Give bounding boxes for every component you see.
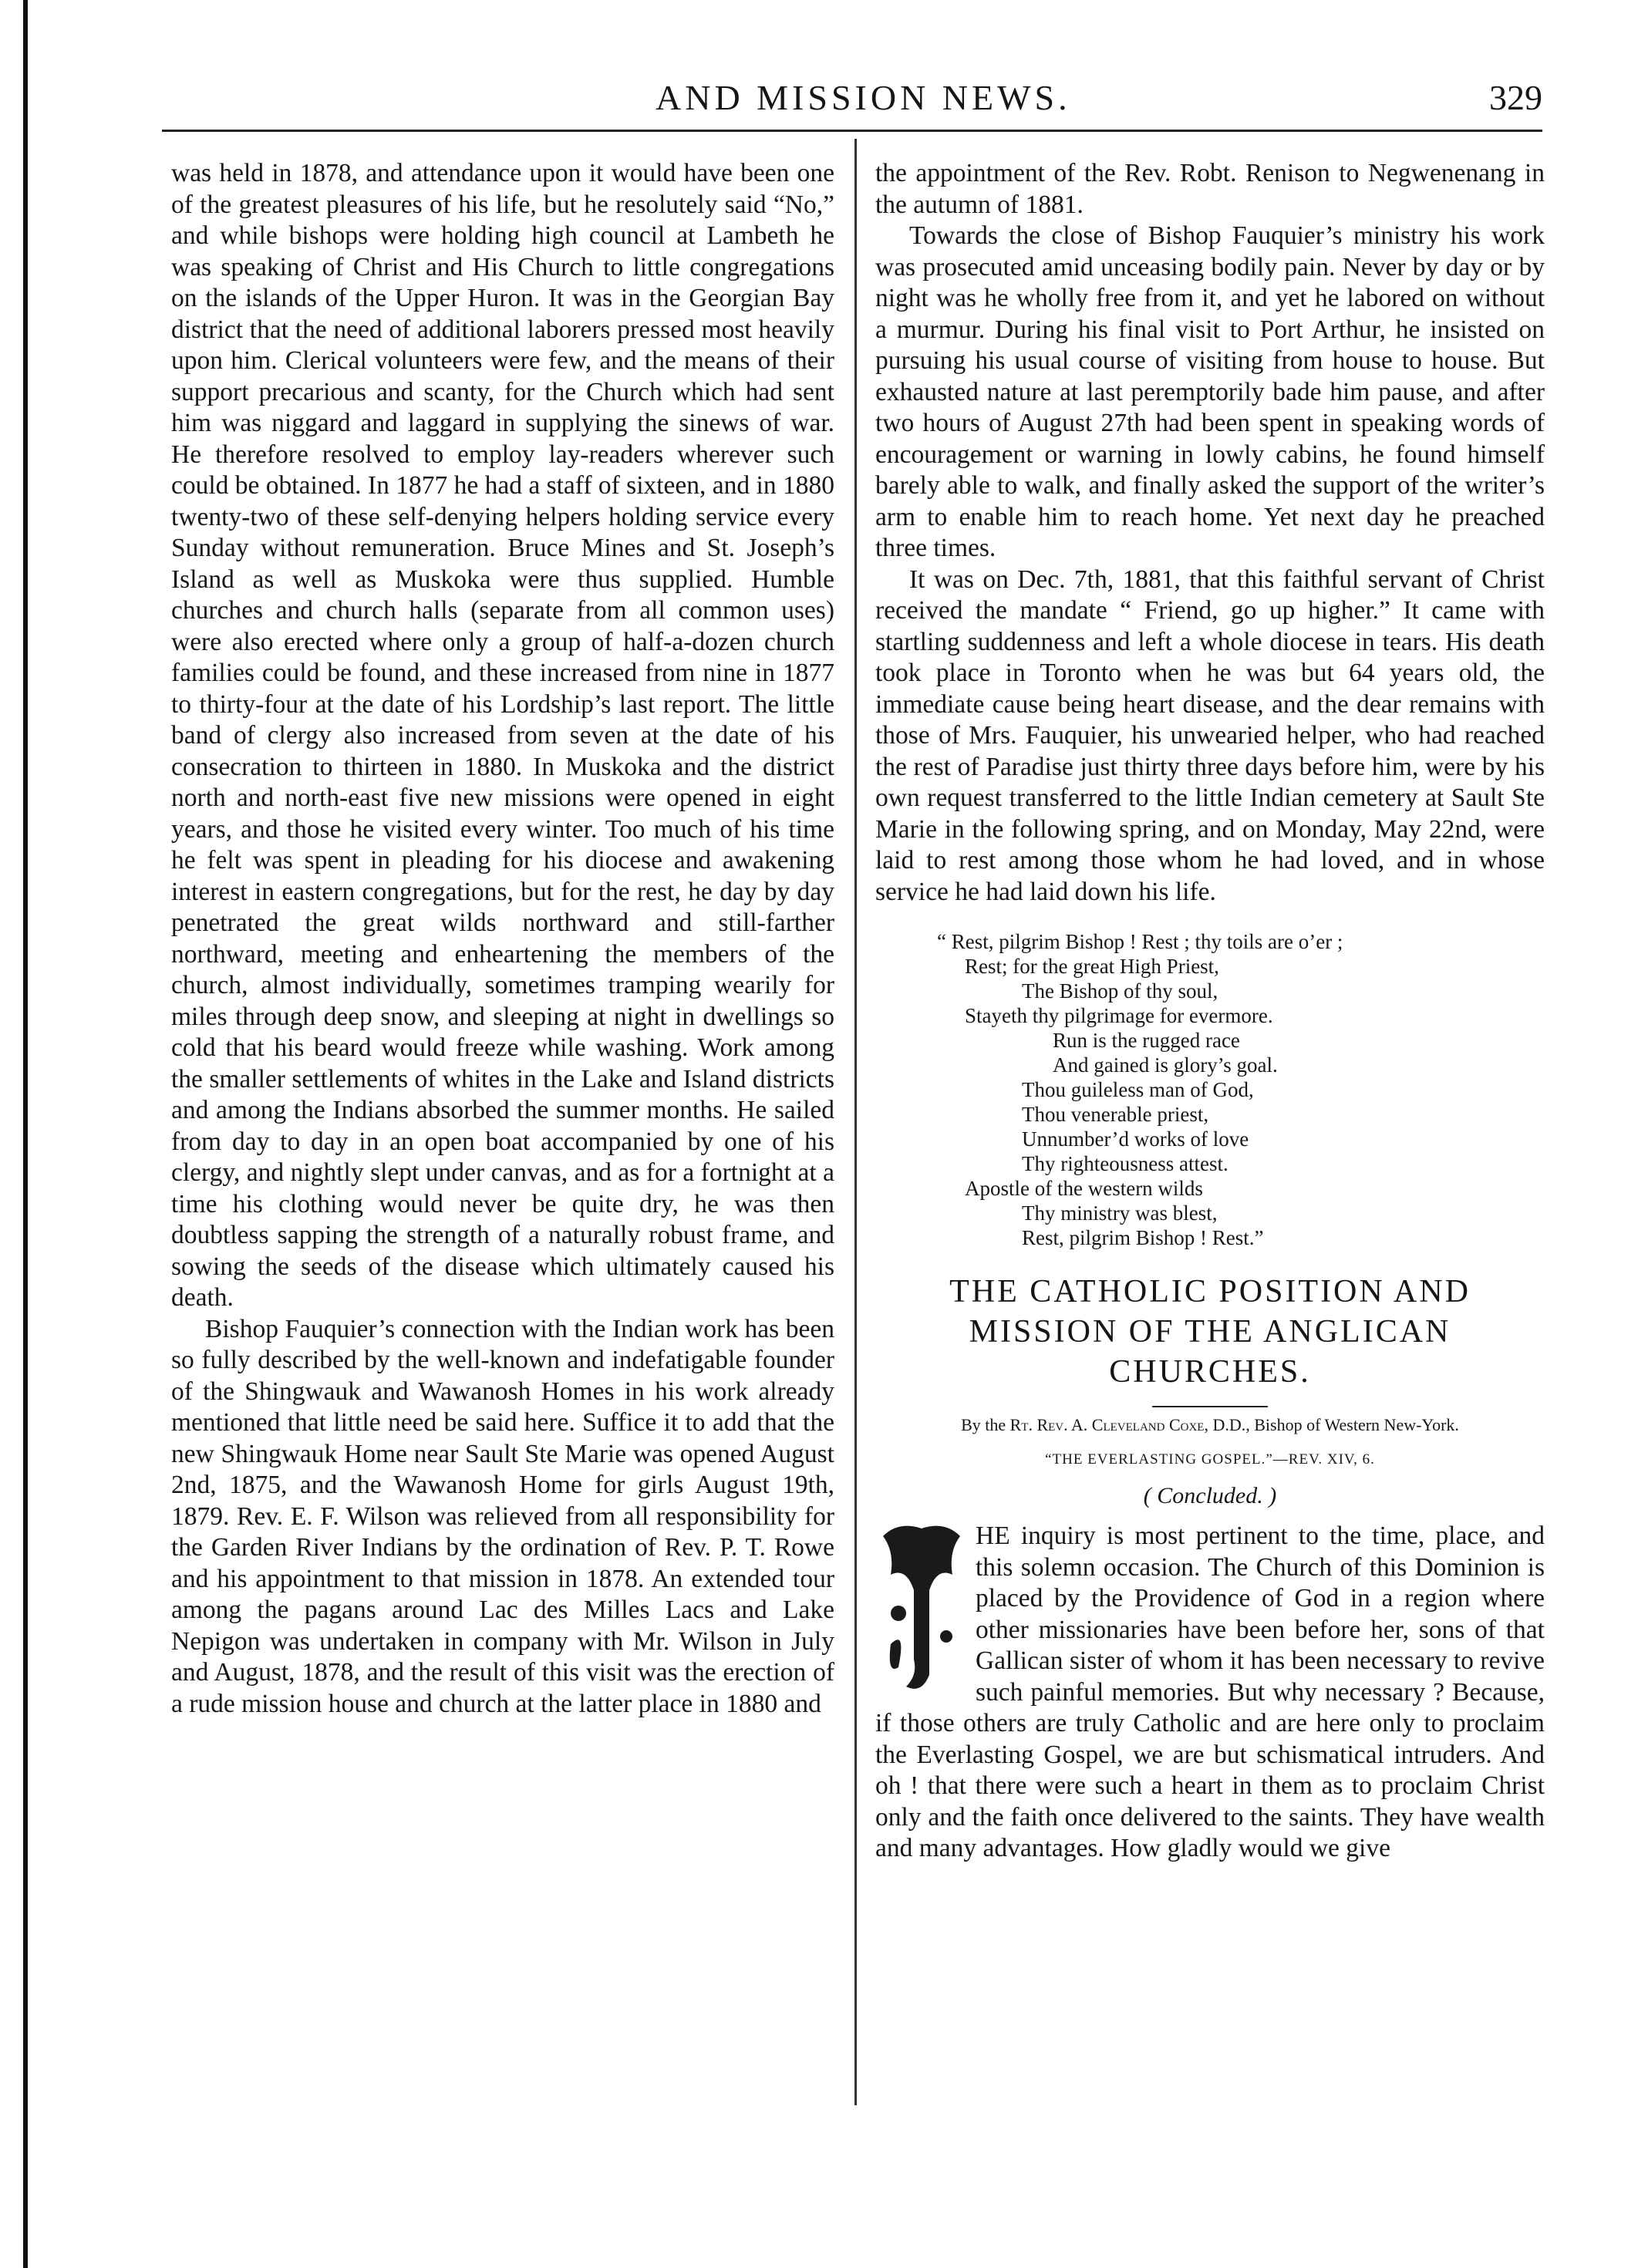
poem-line: Thy righteousness attest. bbox=[1022, 1152, 1228, 1175]
running-head bbox=[162, 77, 1542, 123]
byline-prefix: By the bbox=[961, 1415, 1006, 1434]
title-rule bbox=[1152, 1406, 1268, 1407]
right-paragraph-3: It was on Dec. 7th, 1881, that this faithful servant of Christ received the mandate “ Friend, go up higher.” It came with startling suddenness and left a whole diocese in tears. His death took place in Toronto when he was but 64 years old, the immediate cause being heart disease, and the dear remains with those of Mrs. Fauquier, his unwearied helper, who had reached the rest of Paradise just thirty three days before him, were by his own request transferred to the little Indian cemetery at Sault Ste Marie in the following spring, and on Monday, May 22nd, were laid to rest among those whom he had loved, and in whose service he had laid down his life. bbox=[875, 564, 1545, 906]
poem-line: Stayeth thy pilgrimage for evermore. bbox=[965, 1004, 1273, 1027]
poem-line: Thou guileless man of God, bbox=[1022, 1078, 1254, 1101]
poem-line: Rest; for the great High Priest, bbox=[965, 955, 1219, 978]
running-title: AND MISSION NEWS. bbox=[656, 78, 1071, 117]
header-rule bbox=[162, 130, 1542, 132]
left-paragraph-1: was held in 1878, and attendance upon it would have been one of the greatest pleasures of his life, but he resolutely said “No,” and while bishops were holding high council at Lambeth he was speaking of Christ and His Church to little congregations on the islands of the Upper Huron. It was in the Georgian Bay district that the need of additional laborers pressed most heavily upon him. Clerical volunteers were few, and the means of their support precarious and scanty, for the Church which had sent him was niggard and laggard in supplying the sinews of war. He therefore resolved to employ lay-readers wherever such could be obtained. In 1877 he had a staff of sixteen, and in 1880 twenty-two of these self-denying helpers holding service every Sunday without remuneration. Bruce Mines and St. Joseph’s Island as well as Muskoka were thus supplied. Humble churches and church halls (separate from all common uses) were also erected where only a group of half-a-dozen church families could be found, and these increased from nine in 1877 to thirty-four at the date of his Lordship’s last report. The little band of clergy also increased from seven at the date of his consecration to thirteen in 1880. In Muskoka and the district north and north-east five new missions were opened in eight years, and those he visited every winter. Too much of his time he felt was spent in pleading for his diocese and awakening interest in eastern congregations, but for the rest, he day by day penetrated the great wilds northward and still-farther northward, meeting and enheartening the members of the church, almost individually, sometimes tramping wearily for miles through deep snow, and sleeping at night in dwellings so cold that his beard would freeze while washing. Work among the smaller settlements of whites in the Lake and Island districts and among the Indians absorbed the summer months. He sailed from day to day in an open boat accompanied by one of his clergy, and nightly slept under canvas, and as for a fortnight at a time his clothing would never be quite dry, he was then doubtless sapping the strength of a naturally robust frame, and sowing the seeds of the disease which ultimately caused his death. bbox=[171, 159, 834, 1312]
ornamental-initial bbox=[875, 1521, 968, 1700]
dropcap-letter bbox=[875, 1521, 968, 1700]
poem-line: Apostle of the western wilds bbox=[965, 1177, 1203, 1200]
article-byline bbox=[875, 1415, 1545, 1435]
poem-line: And gained is glory’s goal. bbox=[1053, 1053, 1278, 1077]
poem-line: The Bishop of thy soul, bbox=[1022, 979, 1218, 1003]
left-column bbox=[171, 158, 834, 2155]
article-title: THE CATHOLIC POSITION AND MISSION OF THE ANGLICAN CHURCHES. bbox=[949, 1274, 1471, 1390]
article-body: HE inquiry is most pertinent to the time, place, and this solemn occasion. The Church of this Dominion is placed by the Providence of God in a region where other missionaries have been before her, sons of that Gallican sister of whom it has been necessary to revive such painful memories. But why necessary ? Because, if those others are truly Catholic and are here only to proclaim the Everlasting Gospel, we are but schismatical intruders. And oh ! that there were such a heart in them as to proclaim Christ only and the faith once delivered to the saints. They have wealth and many advantages. How gladly would we give bbox=[875, 1522, 1545, 1862]
column-divider bbox=[854, 139, 857, 2105]
article-status: ( Concluded. ) bbox=[1143, 1482, 1277, 1508]
article-epigraph: “THE EVERLASTING GOSPEL.”—REV. XIV, 6. bbox=[1045, 1451, 1375, 1468]
poem-line: Unnumber’d works of love bbox=[1022, 1127, 1249, 1151]
poem-line: Thy ministry was blest, bbox=[1022, 1201, 1218, 1225]
binding-edge bbox=[23, 0, 28, 2268]
right-column bbox=[875, 158, 1545, 2155]
byline-author: Rt. Rev. A. Cleveland Coxe, bbox=[1009, 1415, 1208, 1434]
poem-line: Run is the rugged race bbox=[1053, 1029, 1240, 1052]
page-number: 329 bbox=[1489, 78, 1542, 117]
poem-line: Rest, pilgrim Bishop ! Rest.” bbox=[1022, 1226, 1264, 1249]
right-paragraph-2: Towards the close of Bishop Fauquier’s ministry his work was prosecuted amid unceasing bodily pain. Never by day or by night was he wholly free from it, and yet he labored on without a murmur. During his final visit to Port Arthur, he insisted on pursuing his usual course of visiting from house to house. But exhausted nature at last peremptorily bade him pause, and after two hours of August 27th had been spent in speaking words of encouragement or warning in lowly cabins, he found himself barely able to walk, and finally asked the support of the writer’s arm to enable him to reach home. Yet next day he preached three times. bbox=[875, 221, 1545, 562]
poem-line: “ Rest, pilgrim Bishop ! Rest ; thy toils are o’er ; bbox=[937, 930, 1343, 953]
poem bbox=[937, 929, 1545, 1250]
left-paragraph-2: Bishop Fauquier’s connection with the Indian work has been so fully described by the well-known and indefatigable founder of the Shingwauk and Wawanosh Homes in his work already mentioned that little need be said here. Suffice it to add that the new Shingwauk Home near Sault Ste Marie was opened August 2nd, 1875, and the Wawanosh Home for girls August 19th, 1879. Rev. E. F. Wilson was relieved from all responsibility for the Garden River Indians by the ordination of Rev. P. T. Rowe and his appointment to that mission in 1878. An extended tour among the pagans around Lac des Milles Lacs and Lake Nepigon was undertaken in company with Mr. Wilson in July and August, 1878, and the result of this visit was the erection of a rude mission house and church at the latter place in 1880 and bbox=[171, 1314, 834, 1718]
poem-line: Thou venerable priest, bbox=[1022, 1103, 1209, 1126]
byline-suffix: D.D., Bishop of Western New-York. bbox=[1212, 1415, 1459, 1434]
right-paragraph-1: the appointment of the Rev. Robt. Renison to Negwenenang in the autumn of 1881. bbox=[875, 159, 1545, 219]
